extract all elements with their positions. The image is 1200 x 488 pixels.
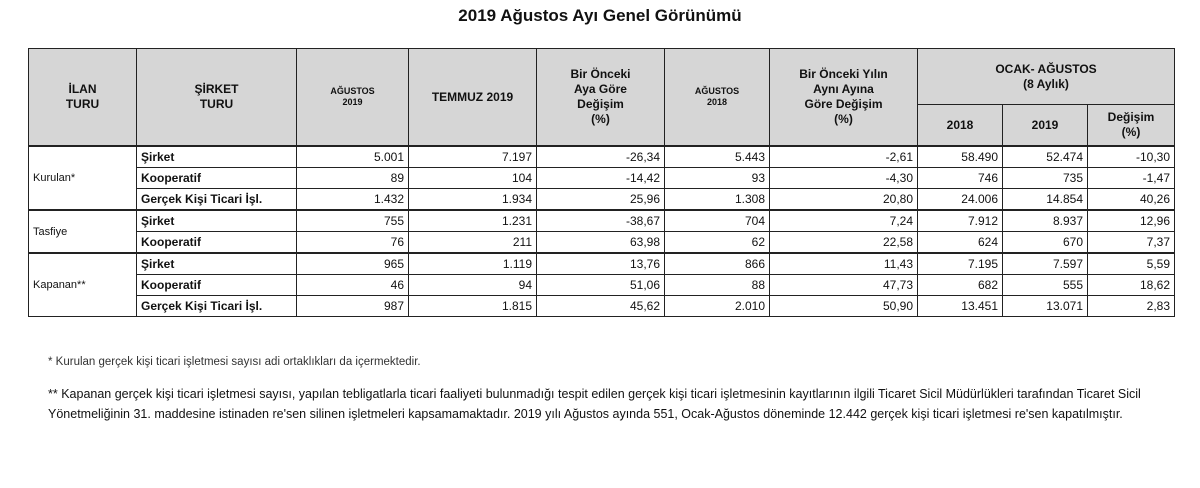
cell-2019: 52.474 — [1003, 146, 1088, 168]
table-row — [29, 168, 1175, 189]
cell-degisim: 5,59 — [1088, 253, 1175, 275]
header-ilan-turu: İLAN TURU — [29, 49, 137, 147]
cell-2018: 58.490 — [918, 146, 1003, 168]
cell-yillik-degisim: -4,30 — [770, 168, 918, 189]
cell-2018: 13.451 — [918, 296, 1003, 317]
row-label: Şirket — [137, 253, 297, 275]
cell-2018: 682 — [918, 275, 1003, 296]
cell-yillik-degisim: 50,90 — [770, 296, 918, 317]
group-tasfiye: Tasfiye — [29, 210, 137, 253]
cell-yillik-degisim: 22,58 — [770, 232, 918, 254]
header-2018: 2018 — [918, 105, 1003, 147]
statistics-table — [28, 48, 1175, 317]
cell-aylik-degisim: 45,62 — [537, 296, 665, 317]
cell-temmuz-2019: 1.815 — [409, 296, 537, 317]
cell-2018: 24.006 — [918, 189, 1003, 211]
table-row — [29, 296, 1175, 317]
cell-agustos-2018: 62 — [665, 232, 770, 254]
footnote-kurulan: * Kurulan gerçek kişi ticari işletmesi sayısı adi ortaklıkları da içermektedir. — [48, 356, 421, 368]
cell-2018: 7.912 — [918, 210, 1003, 232]
cell-temmuz-2019: 1.231 — [409, 210, 537, 232]
row-label: Gerçek Kişi Ticari İşl. — [137, 189, 297, 211]
table-row — [29, 275, 1175, 296]
cell-agustos-2018: 2.010 — [665, 296, 770, 317]
cell-yillik-degisim: -2,61 — [770, 146, 918, 168]
cell-agustos-2018: 704 — [665, 210, 770, 232]
cell-agustos-2019: 755 — [297, 210, 409, 232]
cell-temmuz-2019: 1.119 — [409, 253, 537, 275]
group-kapanan: Kapanan** — [29, 253, 137, 317]
cell-temmuz-2019: 1.934 — [409, 189, 537, 211]
cell-agustos-2019: 5.001 — [297, 146, 409, 168]
table-row — [29, 253, 1175, 275]
cell-agustos-2018: 866 — [665, 253, 770, 275]
header-agustos-2019: AĞUSTOS 2019 — [297, 49, 409, 147]
cell-temmuz-2019: 104 — [409, 168, 537, 189]
row-label: Şirket — [137, 146, 297, 168]
cell-aylik-degisim: 51,06 — [537, 275, 665, 296]
cell-aylik-degisim: -14,42 — [537, 168, 665, 189]
cell-degisim: 2,83 — [1088, 296, 1175, 317]
cell-degisim: -1,47 — [1088, 168, 1175, 189]
cell-degisim: -10,30 — [1088, 146, 1175, 168]
cell-2019: 8.937 — [1003, 210, 1088, 232]
cell-2019: 555 — [1003, 275, 1088, 296]
footnotes — [48, 352, 1158, 424]
header-degisim: Değişim (%) — [1088, 105, 1175, 147]
cell-yillik-degisim: 47,73 — [770, 275, 918, 296]
cell-2018: 746 — [918, 168, 1003, 189]
table-row — [29, 189, 1175, 211]
cell-aylik-degisim: -26,34 — [537, 146, 665, 168]
cell-2019: 670 — [1003, 232, 1088, 254]
cell-degisim: 40,26 — [1088, 189, 1175, 211]
cell-degisim: 12,96 — [1088, 210, 1175, 232]
cell-aylik-degisim: 63,98 — [537, 232, 665, 254]
cell-agustos-2019: 46 — [297, 275, 409, 296]
cell-temmuz-2019: 7.197 — [409, 146, 537, 168]
cell-agustos-2018: 93 — [665, 168, 770, 189]
cell-degisim: 18,62 — [1088, 275, 1175, 296]
cell-2019: 7.597 — [1003, 253, 1088, 275]
header-2019: 2019 — [1003, 105, 1088, 147]
cell-agustos-2018: 5.443 — [665, 146, 770, 168]
header-onceki-ay: Bir Önceki Aya Göre Değişim (%) — [537, 49, 665, 147]
cell-agustos-2019: 89 — [297, 168, 409, 189]
cell-agustos-2019: 987 — [297, 296, 409, 317]
header-temmuz-2019: TEMMUZ 2019 — [409, 49, 537, 147]
header-ocak-agustos: OCAK- AĞUSTOS (8 Aylık) — [918, 49, 1175, 105]
row-label: Kooperatif — [137, 275, 297, 296]
cell-yillik-degisim: 20,80 — [770, 189, 918, 211]
cell-agustos-2019: 1.432 — [297, 189, 409, 211]
cell-2019: 14.854 — [1003, 189, 1088, 211]
cell-yillik-degisim: 11,43 — [770, 253, 918, 275]
cell-temmuz-2019: 211 — [409, 232, 537, 254]
cell-agustos-2018: 1.308 — [665, 189, 770, 211]
row-label: Kooperatif — [137, 232, 297, 254]
cell-2019: 13.071 — [1003, 296, 1088, 317]
row-label: Şirket — [137, 210, 297, 232]
cell-2018: 624 — [918, 232, 1003, 254]
cell-agustos-2018: 88 — [665, 275, 770, 296]
cell-2019: 735 — [1003, 168, 1088, 189]
page-title: 2019 Ağustos Ayı Genel Görünümü — [458, 6, 742, 25]
header-onceki-yil: Bir Önceki Yılın Aynı Ayına Göre Değişim (%) — [770, 49, 918, 147]
cell-2018: 7.195 — [918, 253, 1003, 275]
cell-aylik-degisim: -38,67 — [537, 210, 665, 232]
table-row — [29, 210, 1175, 232]
row-label: Kooperatif — [137, 168, 297, 189]
cell-degisim: 7,37 — [1088, 232, 1175, 254]
footnote-kapanan: ** Kapanan gerçek kişi ticari işletmesi sayısı, yapılan tebligatlarla ticari faaliyeti bulunmadığı tespit edilen gerçek kişi ticari işletmesinin kayıtlarının ilgili Ticaret Sicil Müdürlükleri tarafından Ticaret Sicil Yönetmeliğinin 31. maddesine istinaden re'sen silinen işletmeleri kapsamamaktadır. 2019 yılı Ağustos ayında 551, Ocak-Ağustos döneminde 12.442 gerçek kişi ticari işletmesi re'sen kapatılmıştır. — [48, 387, 1141, 421]
cell-aylik-degisim: 25,96 — [537, 189, 665, 211]
table-row — [29, 146, 1175, 168]
cell-temmuz-2019: 94 — [409, 275, 537, 296]
table-row — [29, 232, 1175, 254]
cell-agustos-2019: 76 — [297, 232, 409, 254]
cell-aylik-degisim: 13,76 — [537, 253, 665, 275]
header-sirket-turu: ŞİRKET TURU — [137, 49, 297, 147]
cell-agustos-2019: 965 — [297, 253, 409, 275]
cell-yillik-degisim: 7,24 — [770, 210, 918, 232]
row-label: Gerçek Kişi Ticari İşl. — [137, 296, 297, 317]
group-kurulan: Kurulan* — [29, 146, 137, 210]
header-agustos-2018: AĞUSTOS 2018 — [665, 49, 770, 147]
